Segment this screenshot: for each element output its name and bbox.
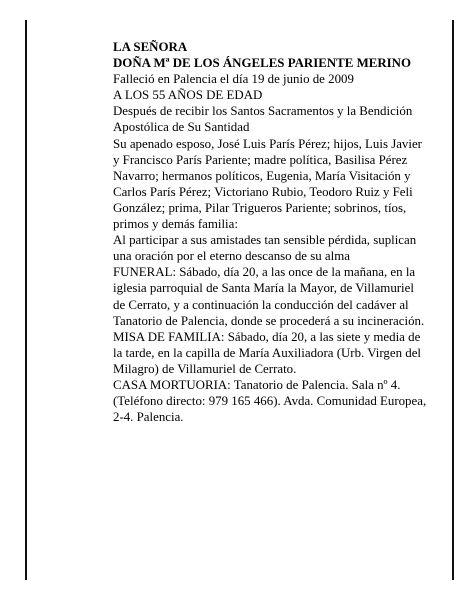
- death-notice: Falleció en Palencia el día 19 de junio de 2009: [113, 72, 354, 87]
- title-honorific: LA SEÑORA: [113, 40, 188, 54]
- sacraments-line: Después de recibir los Santos Sacramentos y la Bendición Apostólica de Su Santidad: [113, 104, 413, 135]
- family-mass-details: MISA DE FAMILIA: Sábado, día 20, a las siete y media de la tarde, en la capilla de María Auxiliadora (Urb. Virgen del Milagro) de Villamuriel de Cerrato.: [113, 329, 422, 376]
- age-line: A LOS 55 AÑOS DE EDAD: [113, 88, 263, 103]
- deceased-name: DOÑA Mª DE LOS ÁNGELES PARIENTE MERINO: [113, 56, 412, 71]
- family-list: Su apenado esposo, José Luis París Pérez; hijos, Luis Javier y Francisco París Pariente; madre política, Basilisa Pérez Navarro; hermanos políticos, Eugenia, María Visitación y Carlos París Pérez; Victoriano Rubio, Teodoro Ruiz y Feli González; prima, Pilar Trigueros Pariente; sobrinos, tíos, primos y demás familia:: [113, 136, 422, 232]
- left-border-rule: [25, 20, 27, 580]
- right-border-rule: [452, 20, 454, 580]
- prayer-request: Al participar a sus amistades tan sensible pérdida, suplican una oración por el eterno descanso de su alma: [113, 233, 417, 264]
- funeral-details: FUNERAL: Sábado, día 20, a las once de la mañana, en la iglesia parroquial de Santa María la Mayor, de Villamuriel de Cerrato, y a continuación la conducción del cadáver al Tanatorio de Palencia, donde se procederá a su incineración.: [113, 265, 425, 328]
- obituary-notice: [113, 39, 429, 425]
- funeral-home-details: CASA MORTUORIA: Tanatorio de Palencia. Sala nº 4. (Teléfono directo: 979 165 466). Avda. Comunidad Europea, 2-4. Palencia.: [113, 377, 427, 425]
